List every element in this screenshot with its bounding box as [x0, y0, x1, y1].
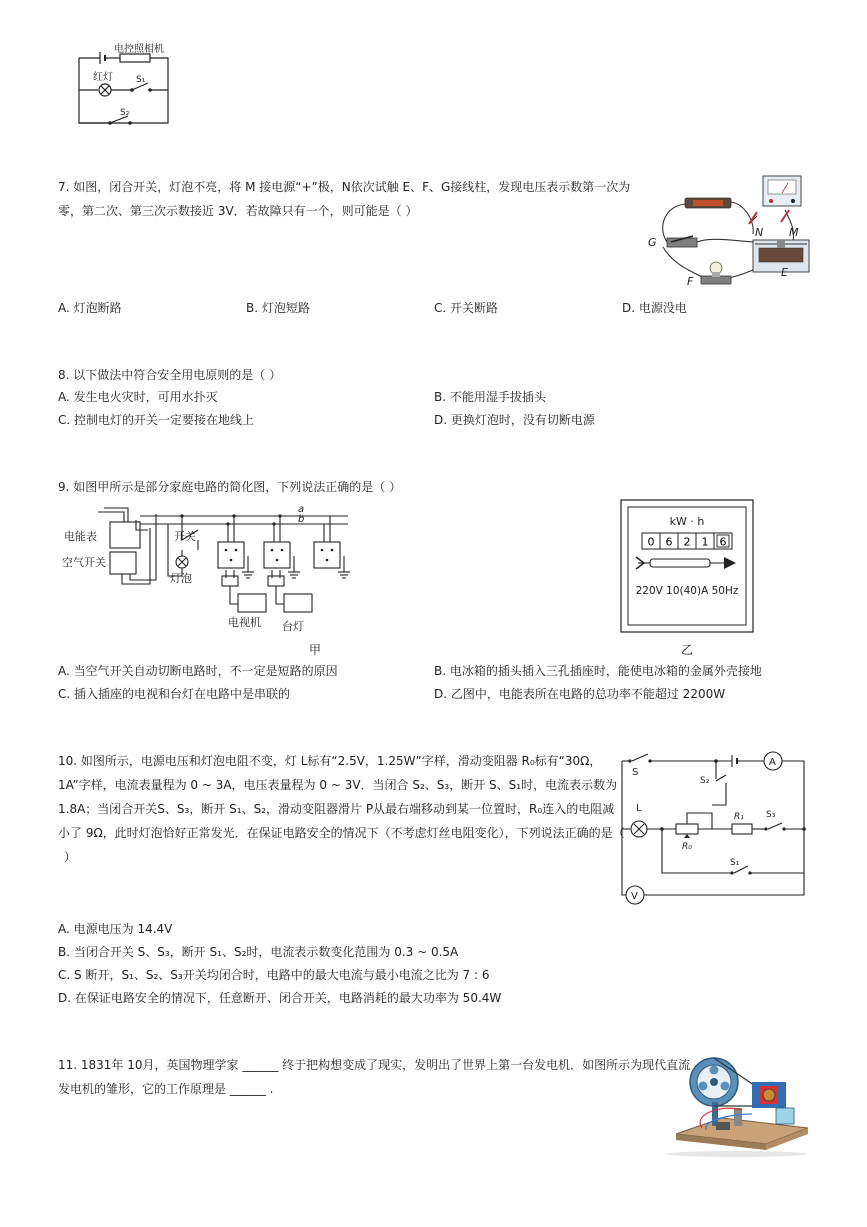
q10-stem-line-4: 小了 9Ω，此时灯泡恰好正常发光．在保证电路安全的情况下（不考虑灯丝电阻变化），下列说法正确的是（	[58, 826, 625, 840]
q10-label-v: V	[631, 891, 638, 902]
q7-option-b[interactable]: B. 灯泡短路	[246, 301, 310, 315]
meter-digit: 2	[683, 535, 691, 549]
s2-label: S₂	[120, 108, 130, 118]
q10-label-s2: S₂	[700, 776, 710, 786]
q9-option-c[interactable]: C. 插入插座的电视和台灯在电路中是串联的	[58, 687, 291, 701]
q9-option-a[interactable]: A. 当空气开关自动切断电路时，不一定是短路的原因	[58, 664, 338, 678]
bulb-label: 灯泡	[170, 572, 192, 585]
meter-rating: 220V 10(40)A 50Hz	[635, 585, 739, 597]
meter-digit: 6	[665, 535, 673, 549]
q10-option-b[interactable]: B. 当闭合开关 S、S₃，断开 S₁、S₂时，电流表示数变化范围为 0.3 ~ 0.5A	[58, 945, 459, 959]
q8-option-b[interactable]: B. 不能用湿手拔插头	[434, 390, 546, 404]
q10-circuit-figure	[612, 745, 812, 907]
meter-unit: kW · h	[669, 515, 705, 528]
q8-option-a[interactable]: A. 发生电火灾时，可用水扑灭	[58, 390, 218, 404]
q7-label-n: N	[755, 226, 764, 239]
meter-digit: 0	[647, 535, 655, 549]
q7-label-m: M	[789, 226, 799, 239]
q7-circuit-figure	[645, 172, 815, 290]
meter-digit: 6	[719, 535, 727, 549]
camera-label: 电控照相机	[114, 44, 164, 55]
top-circuit-diagram	[70, 40, 180, 130]
q10-label-a: A	[769, 757, 776, 768]
q10-label-l: L	[636, 803, 642, 814]
q10-option-d[interactable]: D. 在保证电路安全的情况下，任意断开、闭合开关，电路消耗的最大功率为 50.4W	[58, 991, 502, 1005]
q7-stem-line-1: 7. 如图，闭合开关，灯泡不亮，将 M 接电源“+”极，N依次试触 E、F、G接线柱，发现电压表示数第一次为	[58, 180, 631, 194]
wire-a-label: a	[298, 504, 305, 515]
q11-generator-figure	[662, 1044, 812, 1160]
wire-b-label: b	[298, 514, 305, 525]
q10-label-s3: S₃	[766, 810, 776, 820]
q9-stem: 9. 如图甲所示是部分家庭电路的简化图，下列说法正确的是（ ）	[58, 480, 402, 494]
q10-stem-line-1: 10. 如图所示，电源电压和灯泡电阻不变，灯 L标有“2.5V，1.25W”字样，滑动变阻器 R₀标有“30Ω，	[58, 754, 602, 768]
q8-option-d[interactable]: D. 更换灯泡时，没有切断电源	[434, 413, 595, 427]
q10-stem-line-5: ）	[64, 850, 77, 864]
q10-label-s: S	[632, 767, 639, 778]
red-light-label: 红灯	[93, 72, 113, 83]
q8-option-c[interactable]: C. 控制电灯的开关一定要接在地线上	[58, 413, 255, 427]
q9-figure-jia	[58, 500, 368, 660]
q10-option-c[interactable]: C. S 断开，S₁、S₂、S₃开关均闭合时，电路中的最大电流与最小电流之比为 7 : 6	[58, 968, 490, 982]
meter-label: 电能表	[64, 530, 97, 543]
lamp-label: 台灯	[282, 620, 304, 633]
q7-option-a[interactable]: A. 灯泡断路	[58, 301, 122, 315]
q9-option-b[interactable]: B. 电冰箱的插头插入三孔插座时，能使电冰箱的金属外壳接地	[434, 664, 762, 678]
air-switch-label: 空气开关	[62, 556, 106, 569]
q10-stem-line-3: 1.8A；当闭合开关S、S₃，断开 S₁、S₂，滑动变阻器滑片 P从最右端移动到某一位置时，R₀连入的电阻减	[58, 802, 615, 816]
q7-option-c[interactable]: C. 开关断路	[434, 301, 499, 315]
tv-label: 电视机	[228, 616, 261, 629]
q11-stem-line-1: 11. 1831年 10月，英国物理学家 ______ 终于把构想变成了现实，发明出了世界上第一台发电机．如图所示为现代直流	[58, 1058, 691, 1072]
q10-stem-line-2: 1A”字样，电流表量程为 0 ~ 3A，电压表量程为 0 ~ 3V．当闭合 S₂、S₃，断开 S、S₁时，电流表示数为	[58, 778, 618, 792]
q10-label-s1: S₁	[730, 858, 740, 868]
s1-label: S₁	[136, 75, 146, 85]
q7-label-g: G	[648, 236, 657, 249]
q10-option-a[interactable]: A. 电源电压为 14.4V	[58, 922, 173, 936]
q7-stem-line-2: 零，第二次、第三次示数接近 3V．若故障只有一个，则可能是（ ）	[58, 204, 418, 218]
meter-digit: 1	[701, 535, 709, 549]
q7-label-f: F	[687, 275, 694, 288]
q10-label-r0: R₀	[682, 842, 692, 852]
q9-figure-yi-meter	[620, 499, 754, 633]
figure-yi-caption: 乙	[681, 643, 694, 657]
figure-jia-caption: 甲	[309, 643, 322, 657]
q8-stem: 8. 以下做法中符合安全用电原则的是（ ）	[58, 368, 282, 382]
q11-stem-line-2: 发电机的雏形，它的工作原理是 ______ .	[58, 1082, 274, 1096]
switch-label: 开关	[174, 530, 196, 543]
q7-label-e: E	[781, 266, 788, 279]
q9-option-d[interactable]: D. 乙图中，电能表所在电路的总功率不能超过 2200W	[434, 687, 726, 701]
q10-label-r1: R₁	[734, 812, 744, 822]
q7-option-d[interactable]: D. 电源没电	[622, 301, 687, 315]
